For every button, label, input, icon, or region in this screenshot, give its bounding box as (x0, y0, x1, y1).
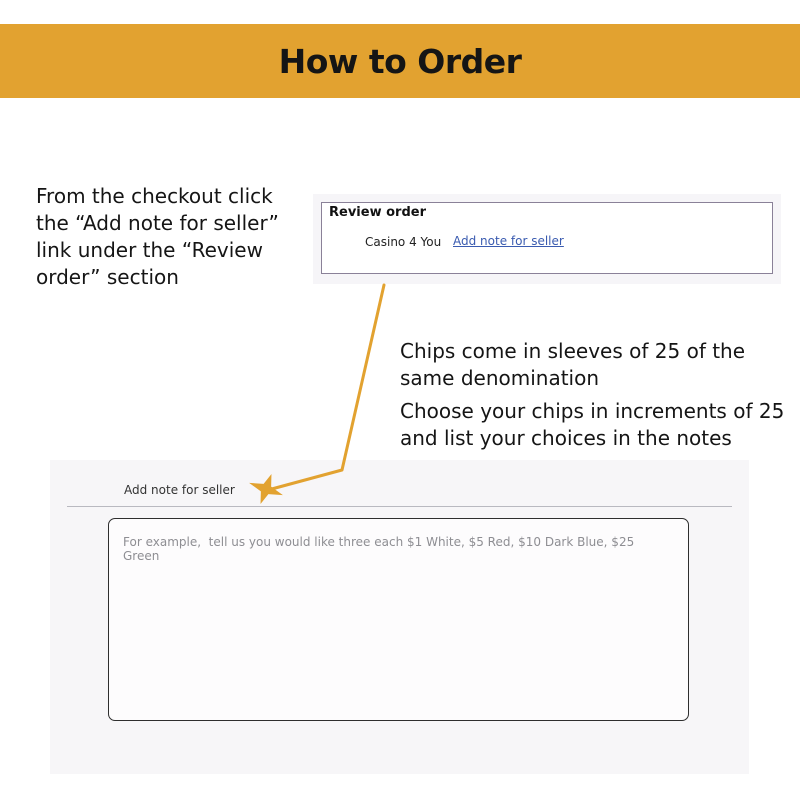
note-textarea[interactable] (108, 518, 689, 721)
review-order-title: Review order (329, 205, 426, 220)
instruction-increments: Choose your chips in increments of 25 and list your choices in the notes (400, 399, 785, 450)
seller-name: Casino 4 You (365, 235, 442, 249)
review-order-section (321, 202, 773, 274)
note-divider (67, 506, 732, 507)
note-label: Add note for seller (124, 483, 235, 497)
note-for-seller-panel (50, 460, 749, 774)
page-title: How to Order (278, 41, 522, 81)
instruction-sleeves: Chips come in sleeves of 25 of the same denomination (400, 339, 746, 390)
add-note-link[interactable]: Add note for seller (453, 234, 564, 248)
instruction-step-checkout: From the checkout click the “Add note for seller” link under the “Review order” section (36, 184, 279, 289)
header-banner (0, 24, 800, 98)
review-order-screenshot (313, 194, 781, 284)
